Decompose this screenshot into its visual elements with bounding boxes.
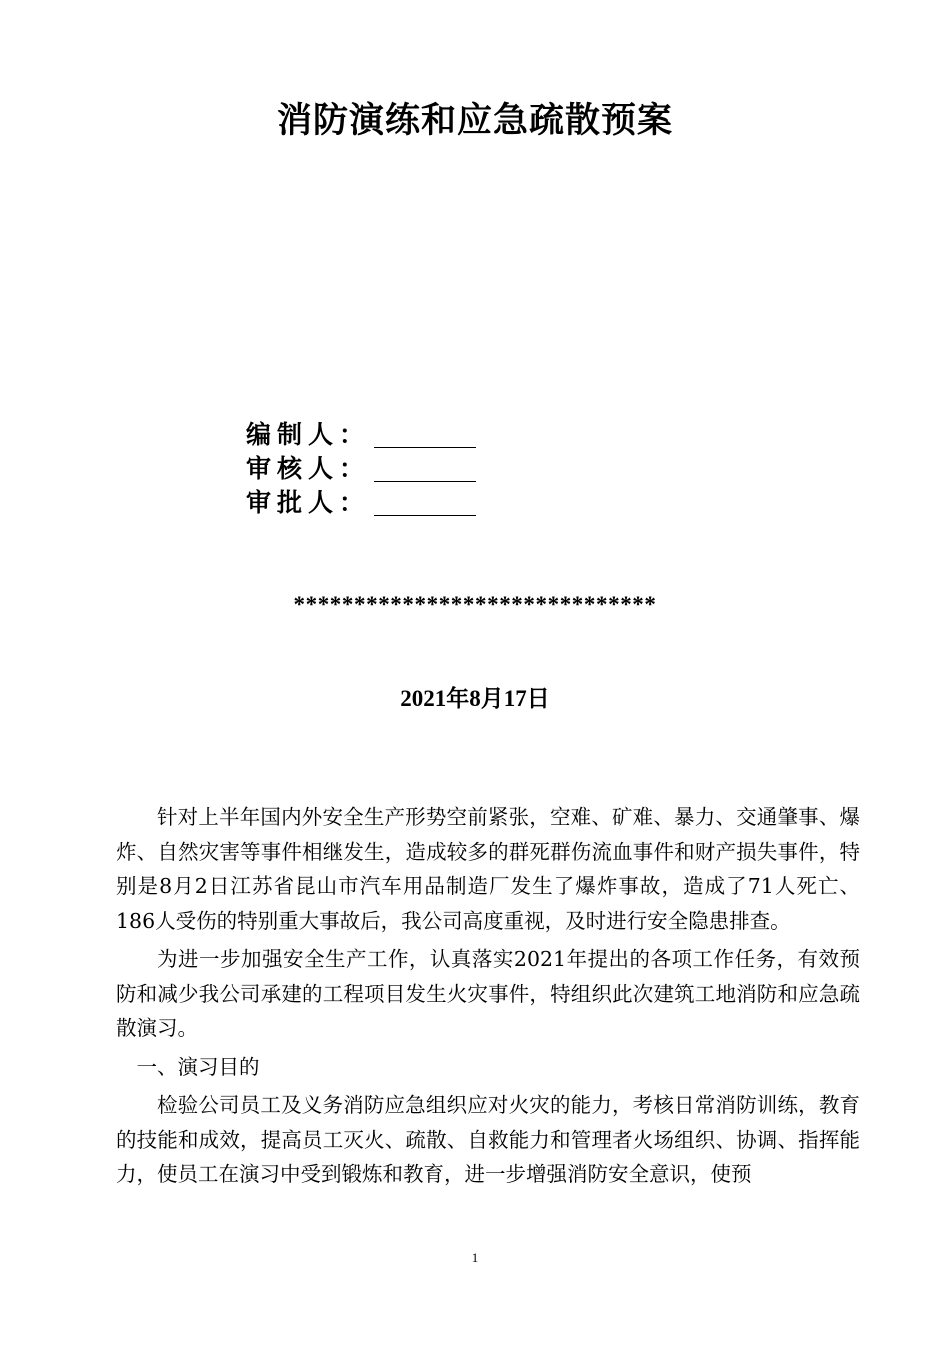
signature-block <box>246 418 476 520</box>
signature-label: 审批人： <box>246 488 371 517</box>
signature-label: 编制人： <box>246 420 371 449</box>
document-title: 消防演练和应急疏散预案 <box>276 101 673 141</box>
document-date: 2021年8月17日 <box>400 686 550 711</box>
signature-row-approver <box>246 486 476 520</box>
section-heading: 一、演习目的 <box>136 1054 260 1079</box>
body-paragraph: 针对上半年国内外安全生产形势空前紧张，空难、矿难、暴力、交通肇事、爆炸、自然灾害等事件相继发生，造成较多的群死群伤流血事件和财产损失事件，特别是8月2日江苏省昆山市汽车用品制造厂发生了爆炸事故，造成了71人死亡、186人受伤的特别重大事故后，我公司高度重视，及时进行安全隐患排查。 <box>116 805 860 933</box>
document-body <box>116 800 860 1196</box>
signature-label: 审核人： <box>246 454 371 483</box>
page-number: 1 <box>471 1250 479 1265</box>
signature-blank-line <box>374 486 476 516</box>
signature-blank-line <box>374 418 476 448</box>
signature-row-reviewer <box>246 452 476 486</box>
body-paragraph: 为进一步加强安全生产工作，认真落实2021年提出的各项工作任务，有效预防和减少我公司承建的工程项目发生火灾事件，特组织此次建筑工地消防和应急疏散演习。 <box>116 947 860 1040</box>
signature-blank-line <box>374 452 476 482</box>
asterisk-separator: ****************************** <box>293 592 657 617</box>
signature-row-editor <box>246 418 476 452</box>
body-paragraph: 检验公司员工及义务消防应急组织应对火灾的能力，考核日常消防训练，教育的技能和成效，提高员工灭火、疏散、自救能力和管理者火场组织、协调、指挥能力，使员工在演习中受到锻炼和教育，进一步增强消防安全意识，使预 <box>116 1093 860 1186</box>
